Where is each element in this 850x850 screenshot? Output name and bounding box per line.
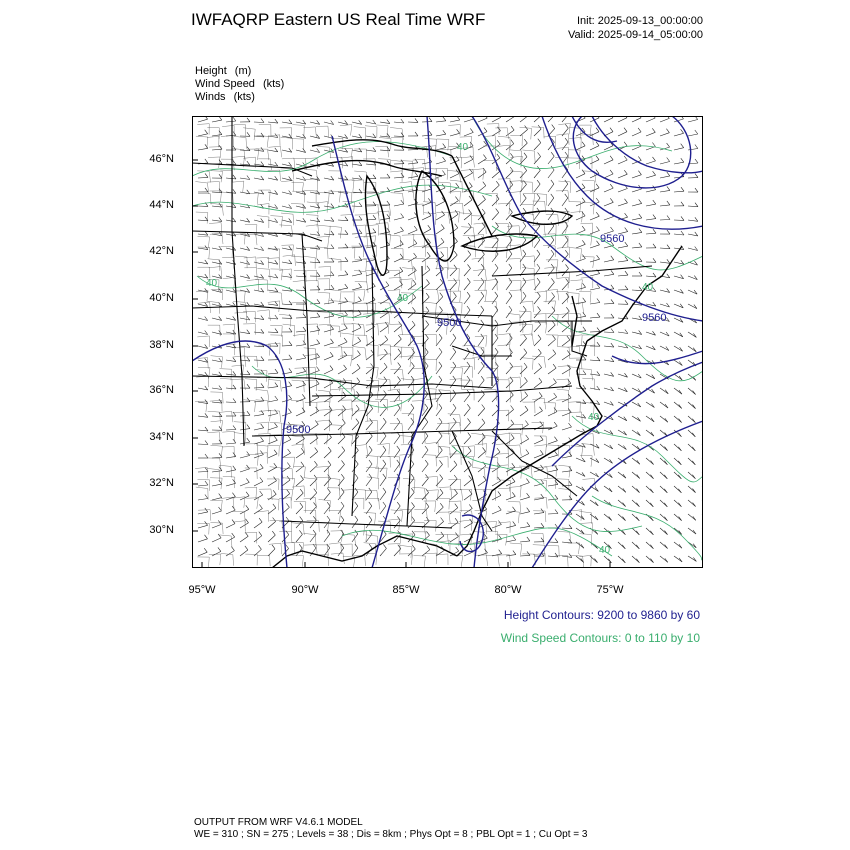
field-height: Height (m): [195, 65, 252, 77]
field-list: [195, 65, 284, 104]
wind-contour-legend: Wind Speed Contours: 0 to 110 by 10: [500, 631, 700, 645]
wind-barbs: [198, 116, 703, 563]
height-label: 9500: [437, 317, 462, 329]
map-plot: [192, 116, 703, 568]
init-time: Init: 2025-09-13_00:00:00: [577, 15, 703, 27]
lat-label-30: 30°N: [149, 524, 174, 536]
wind-label: 40: [588, 412, 600, 423]
lon-label-90: 90°W: [291, 584, 319, 596]
lat-label-32: 32°N: [149, 477, 174, 489]
lat-label-40: 40°N: [149, 292, 174, 304]
height-contour-labels: [286, 233, 666, 436]
axis-ticks: [192, 160, 610, 568]
wind-label: 40: [397, 293, 409, 304]
wind-label: 40: [599, 545, 611, 556]
lat-label-44: 44°N: [149, 199, 174, 211]
wind-contour-labels: [206, 142, 654, 556]
field-winds: Winds (kts): [195, 91, 255, 103]
lon-label-95: 95°W: [188, 584, 216, 596]
lon-label-75: 75°W: [596, 584, 624, 596]
lat-label-46: 46°N: [149, 153, 174, 165]
time-info: [568, 14, 703, 42]
lon-label-80: 80°W: [494, 584, 522, 596]
lat-label-42: 42°N: [149, 245, 174, 257]
lat-label-36: 36°N: [149, 384, 174, 396]
model-config: WE = 310 ; SN = 275 ; Levels = 38 ; Dis = 8km ; Phys Opt = 8 ; PBL Opt = 1 ; Cu Opt = 3: [194, 829, 588, 840]
plot-title: IWFAQRP Eastern US Real Time WRF: [191, 10, 486, 29]
valid-time: Valid: 2025-09-14_05:00:00: [568, 29, 703, 41]
height-contours: [192, 116, 703, 568]
map-frame: [193, 117, 703, 568]
wind-label: 40: [206, 278, 218, 289]
model-version: OUTPUT FROM WRF V4.6.1 MODEL: [194, 817, 363, 828]
height-label: 9500: [286, 424, 311, 436]
lon-label-85: 85°W: [392, 584, 420, 596]
model-info: [194, 817, 587, 841]
lat-label-38: 38°N: [149, 339, 174, 351]
height-contour-legend: Height Contours: 9200 to 9860 by 60: [503, 608, 700, 622]
height-label: 9560: [600, 233, 625, 245]
field-wind-speed: Wind Speed (kts): [195, 78, 285, 90]
height-label: 9560: [642, 312, 667, 324]
wind-label: 40: [642, 282, 654, 293]
lat-label-34: 34°N: [149, 431, 174, 443]
wind-label: 40: [457, 142, 469, 153]
